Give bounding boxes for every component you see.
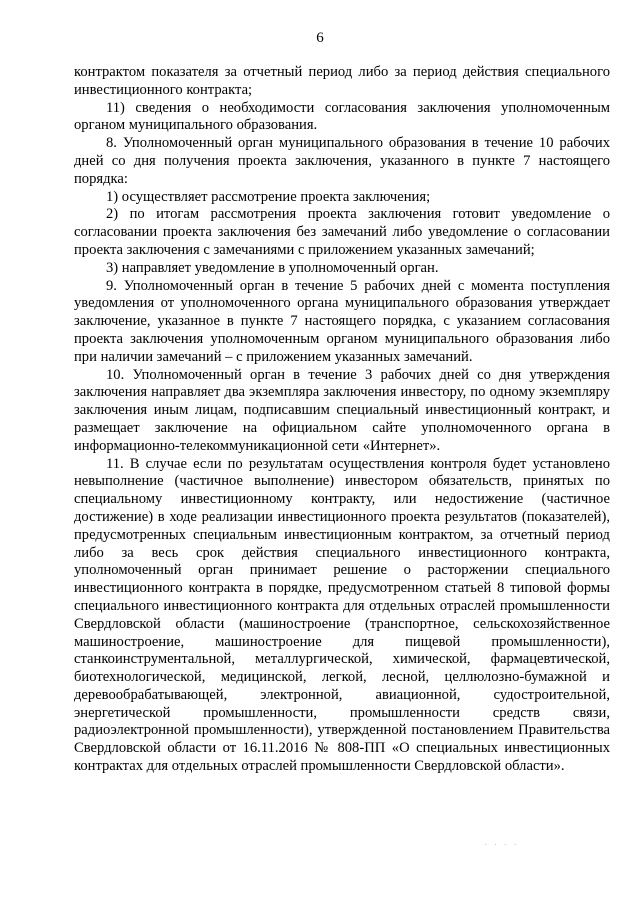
paragraph-item-11: 11) сведения о необходимости согласования заключения уполномоченным органом муниципального образования.	[74, 99, 610, 134]
paragraph-subitem-2: 2) по итогам рассмотрения проекта заключения готовит уведомление о согласовании проекта заключения без замечаний либо уведомление о согласовании проекта заключения с замечаниями с приложением указанных замечаний;	[74, 206, 610, 258]
paragraph-subitem-1: 1) осуществляет рассмотрение проекта заключения;	[106, 188, 431, 205]
page-number: 6	[316, 30, 324, 46]
paragraph-clause-9: 9. Уполномоченный орган в течение 5 рабочих дней с момента поступления уведомления от уполномоченного органа муниципального образования утверждает заключение, указанное в пункте 7 настоящего порядка, с указанием согласования проекта заключения уполномоченным органом муниципального образования либо при наличии замечаний – с приложением указанных замечаний.	[74, 277, 610, 365]
paragraph-clause-11: 11. В случае если по результатам осуществления контроля будет установлено невыполнение (частичное выполнение) инвестором обязательств, принятых по специальному инвестиционному контракту, или недостижение (частичное достижение) в ходе реализации инвестиционного проекта результатов (показателей), предусмотренных специальным инвестиционным контрактом, за отчетный период либо за весь срок действия специального инвестиционного контракта, уполномоченный орган принимает решение о расторжении специального инвестиционного контракта в порядке, предусмотренном статьей 8 типовой формы специального инвестиционного контракта для отдельных отраслей промышленности Свердловской области (машиностроение (транспортное, сельскохозяйственное машиностроение, машиностроение для пищевой промышленности), станкоинструментальной, металлургической, химической, фармацевтической, биотехнологической, медицинской, легкой, лесной, целлюлозно-бумажной и деревообрабатывающей, электронной, авиационной, судостроительной, энергетической промышленности, промышленности средств связи, радиоэлектронной промышленности), утвержденной постановлением Правительства Свердловской области от 16.11.2016 № 808-ПП «О специальных инвестиционных контрактах для отдельных отраслей промышленности Свердловской области».	[74, 455, 610, 775]
paragraph-continuation: контрактом показателя за отчетный период либо за период действия специального инвестиционного контракта;	[74, 64, 610, 98]
document-body	[74, 64, 610, 776]
scan-artifact: · · · ·	[484, 840, 519, 851]
paragraph-clause-8: 8. Уполномоченный орган муниципального образования в течение 10 рабочих дней со дня получения проекта заключения, указанного в пункте 7 настоящего порядка:	[74, 135, 610, 187]
paragraph-subitem-3: 3) направляет уведомление в уполномоченный орган.	[106, 259, 439, 276]
paragraph-clause-10: 10. Уполномоченный орган в течение 3 рабочих дней со дня утверждения заключения направляет два экземпляра заключения инвестору, по одному экземпляру заключения иным лицам, подписавшим специальный инвестиционный контракт, и размещает заключение на официальном сайте уполномоченного органа в информационно-телекоммуникационной сети «Интернет».	[74, 366, 610, 454]
